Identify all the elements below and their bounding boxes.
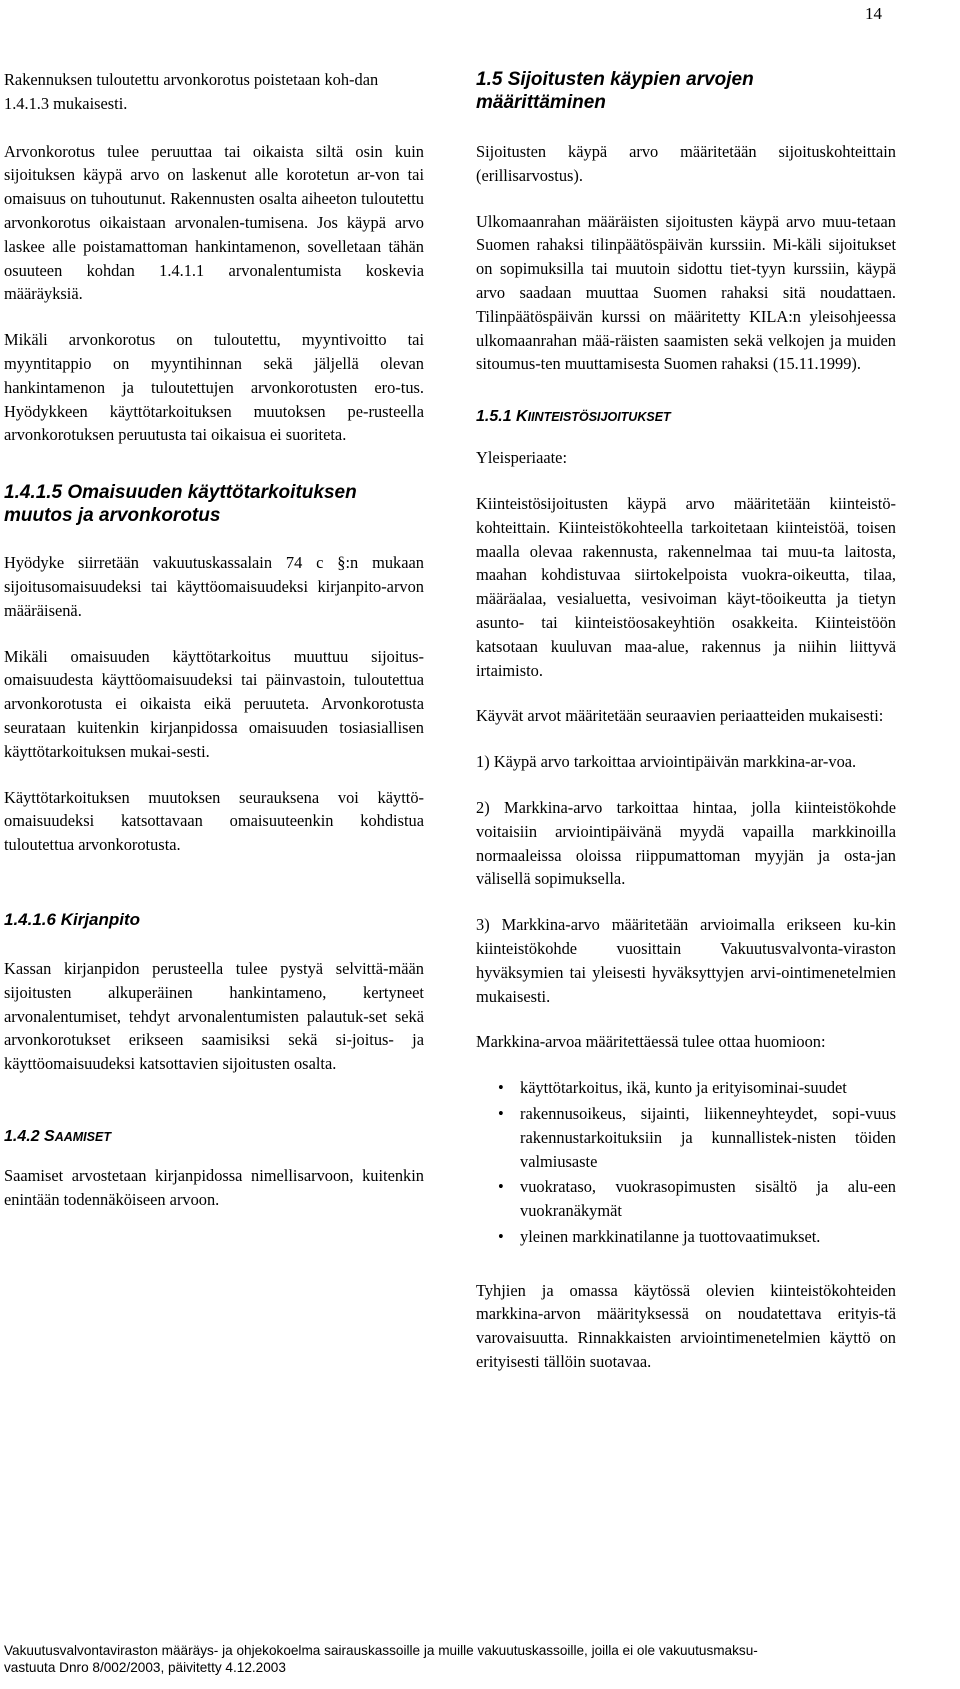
page-footer xyxy=(4,1642,894,1676)
section-heading-151 xyxy=(476,406,896,428)
list-item xyxy=(476,1076,896,1100)
paragraph: Sijoitusten käypä arvo määritetään sijoituskohteittain (erillisarvostus). xyxy=(476,142,896,185)
heading-initial: S xyxy=(44,1127,55,1145)
paragraph: Mikäli arvonkorotus on tuloutettu, myyntivoitto tai myyntitappio on myyntihinnan sekä jäljellä olevan hankintamenon ja tuloutettujen arvonkorotusten ero-tus. Hyödykkeen käyttötarkoituksen muutoksen pe-rusteella arvonkorotuksen peruutusta tai oikaisua ei suoriteta. xyxy=(4,330,424,445)
paragraph: Tyhjien ja omassa käytössä olevien kiinteistökohteiden markkina-arvon määrityksessä on noudatettava erityis-tä varovaisuutta. Rinnakkaisten arviointimenetelmien käyttö on erityisesti tällöin suotavaa. xyxy=(476,1280,896,1372)
heading-line: määrittäminen xyxy=(476,92,606,113)
heading-initial: K xyxy=(516,408,528,426)
bullet-icon: • xyxy=(498,1226,504,1246)
paragraph: Saamiset arvostetaan kirjanpidossa nimellisarvoon, kuitenkin enintään todennäköiseen arvoon. xyxy=(4,1165,424,1209)
bullet-icon: • xyxy=(498,1177,504,1197)
paragraph: Rakennuksen tuloutettu arvonkorotus poistetaan koh-dan 1.4.1.3 mukaisesti. xyxy=(4,70,379,113)
paragraph: Ulkomaanrahan määräisten sijoitusten käypä arvo muu-tetaan Suomen rahaksi tilinpäätöspäivän kurssiin. Mi-käli sijoitukset on sopimuksilla tai muutoin sidottu tiet-tyyn kurssiin, käypä arvo saadaan muuttaa Suomen rahaksi sitä noudattaen. Tilinpäätöspäivän kurssi on määritetty KILA:n yleisohjeessa ulkomaanrahan mää-räisten saamisten sekä velkojen ja muiden sitoumus-ten muuttamisesta Suomen rahaksi (15.11.1999). xyxy=(476,211,896,374)
left-column xyxy=(4,68,424,1212)
heading-line: 1.4.1.5 Omaisuuden käyttötarkoituksen xyxy=(4,482,357,504)
section-heading-142 xyxy=(4,1126,424,1148)
heading-smallcaps: AAMISET xyxy=(54,1129,111,1144)
paragraph: 3) Markkina-arvo määritetään arvioimalla erikseen ku-kin kiinteistökohde vuosittain Vakuutusvalvonta-viraston hyväksymien tai yleisesti hyväksyttyjen arvi-ointimenetelmien mukaisesti. xyxy=(476,915,896,1006)
paragraph: 2) Markkina-arvo tarkoittaa hintaa, jolla kiinteistökohde voitaisiin arviointipäivänä myydä vapailla markkinoilla normaaleissa oloissa riippumattoman myyjän ja osta-jan välisellä sopimuksella. xyxy=(476,797,896,889)
heading-number: 1.4.2 xyxy=(4,1127,45,1145)
heading-smallcaps: IINTEISTÖSIJOITUKSET xyxy=(527,410,671,425)
list-item xyxy=(476,1102,896,1173)
paragraph: Kassan kirjanpidon perusteella tulee pystyä selvittä-mään sijoitusten alkuperäinen hankintameno, kertyneet arvonalentumiset, tehdyt arvonalentumisten palautuk-set sekä arvonkorotukset erikseen saamisiksi sekä si-joitus- ja käyttöomaisuudeksi katsottavien sijoitusten osalta. xyxy=(4,958,424,1074)
page-number: 14 xyxy=(865,4,882,23)
bullet-icon: • xyxy=(498,1103,504,1123)
paragraph: Yleisperiaate: xyxy=(476,448,568,468)
paragraph: Arvonkorotus tulee peruuttaa tai oikaista siltä osin kuin sijoituksen käypä arvo on laskenut alle korotetun ar-von tai omaisuus on tuhoutunut. Rakennusten osalta aiheeton tuloutettu arvonkorotus oikaistaan arvonalen-tumisena. Jos käypä arvo laskee alle poistamattoman hankintamenon, sovelletaan tähän osuuteen kohdan 1.4.1.1 arvonalentumista koskevia määräyksiä. xyxy=(4,141,424,304)
list-item-text: käyttötarkoitus, ikä, kunto ja erityisominai-suudet xyxy=(520,1078,847,1098)
heading-line: 1.5 Sijoitusten käypien arvojen xyxy=(476,69,754,90)
paragraph: Hyödyke siirretään vakuutuskassalain 74 c §:n mukaan sijoitusomaisuudeksi tai käyttöomaisuudeksi kirjanpito-arvon määräisenä. xyxy=(4,553,424,620)
section-heading-15 xyxy=(476,68,896,114)
bullet-list xyxy=(476,1076,896,1249)
list-item xyxy=(476,1175,896,1223)
list-item-text: rakennusoikeus, sijainti, liikenneyhteydet, sopi-vuus rakennustarkoituksiin ja kunnallistek-nisten töiden valmiusaste xyxy=(520,1103,896,1171)
list-item xyxy=(476,1225,896,1249)
bullet-icon: • xyxy=(498,1078,504,1098)
list-item-text: vuokrataso, vuokrasopimusten sisältö ja alu-een vuokranäkymät xyxy=(520,1177,896,1221)
list-item-text: yleinen markkinatilanne ja tuottovaatimukset. xyxy=(520,1226,821,1246)
paragraph: Kiinteistösijoitusten käypä arvo määritetään kiinteistö-kohteittain. Kiinteistökohteella tarkoitetaan kiinteistöä, toisen maalla olevaa rakennusta, rakennelmaa tai muu-ta laitosta, maahan kohdistuvaa siirtokelpoista vuokra-oikeutta, tilaa, määräalaa, vesialuetta, vesivoiman käyt-töoikeutta ja tietyn asunto- tai kiinteistöosakeyhtiön osakkeita. Kiinteistöön katsotaan kuuluvan maa-alue, rakennus ja niihin liittyvä irtaimisto. xyxy=(476,493,896,680)
right-column xyxy=(476,68,896,1374)
paragraph: Markkina-arvoa määritettäessä tulee ottaa huomioon: xyxy=(476,1032,826,1052)
footer-line: Vakuutusvalvontaviraston määräys- ja ohjekokoelma sairauskassoille ja muille vakuutuskassoille, joilla ei ole vakuutusmaksu- xyxy=(4,1643,758,1658)
section-heading-1415 xyxy=(4,481,424,527)
heading-line: muutos ja arvonkorotus xyxy=(4,505,221,527)
heading-number: 1.5.1 xyxy=(476,408,517,426)
paragraph: Mikäli omaisuuden käyttötarkoitus muuttuu sijoitus-omaisuudesta käyttöomaisuudeksi tai päinvastoin, tuloutettua arvonkorotusta ei oikaista eikä peruuteta. Arvonkorotusta seurataan kuitenkin kirjanpidossa omaisuuden tosiasiallisen käyttötarkoituksen mukai-sesti. xyxy=(4,646,424,761)
paragraph: Käyttötarkoituksen muutoksen seurauksena voi käyttö-omaisuudeksi katsottavaan omaisuuteenkin kohdistua tuloutettua arvonkorotusta. xyxy=(4,787,424,855)
paragraph: 1) Käypä arvo tarkoittaa arviointipäivän markkina-ar-voa. xyxy=(476,752,857,772)
footer-line: vastuuta Dnro 8/002/2003, päivitetty 4.12.2003 xyxy=(4,1660,286,1675)
paragraph: Käyvät arvot määritetään seuraavien periaatteiden mukaisesti: xyxy=(476,706,884,726)
section-heading-1416: 1.4.1.6 Kirjanpito xyxy=(4,909,141,929)
